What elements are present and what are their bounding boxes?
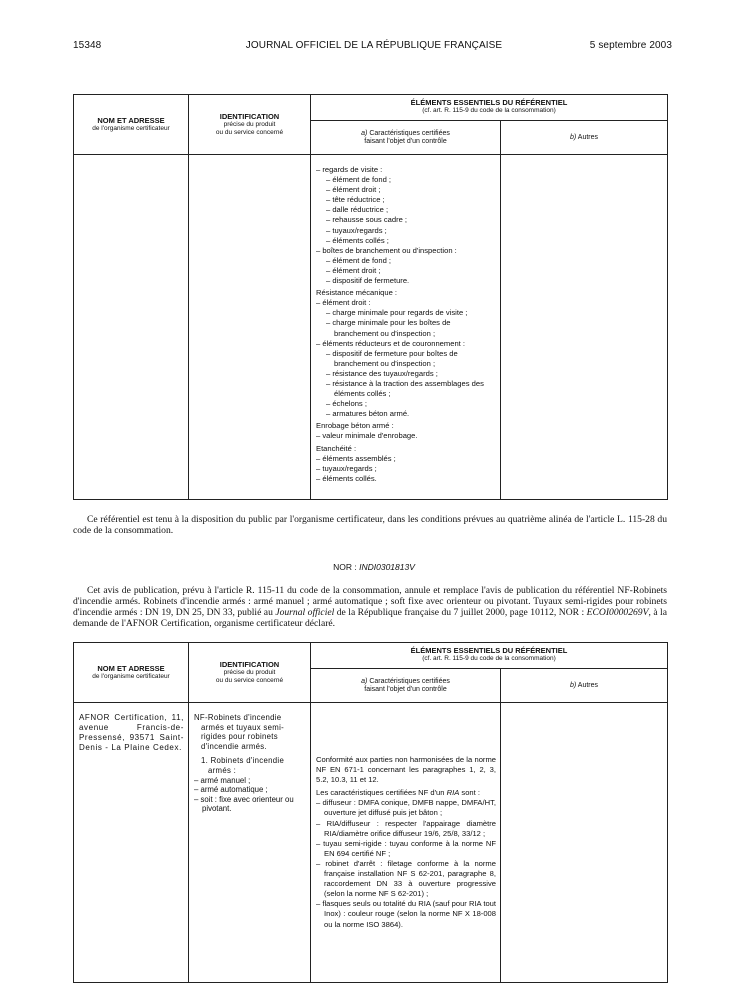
caracteristique-line: – tuyaux/regards ; [316, 463, 377, 473]
produit-line: – armé manuel ; [194, 775, 251, 785]
caracteristique-line: – charge minimale pour les boîtes de branchement ou d'inspection ; [326, 318, 451, 338]
nor-reference: NOR : INDI0301813V [333, 562, 415, 572]
caracteristique-nf-line: – tuyau semi-rigide : tuyau conforme à la norme NF EN 694 certifié NF ; [316, 838, 496, 858]
caracteristique-nf-line: – RIA/diffuseur : respecter l'appairage diamètre RIA/diamètre orifice diffuseur 19/6, 25/8, 33/12 ; [316, 818, 496, 838]
caracteristique-line: – élément droit ; [326, 265, 381, 275]
caracteristique-line: – charge minimale pour regards de visite ; [326, 308, 468, 318]
caracteristiques-nf-list [316, 798, 496, 929]
organisme-cell: AFNOR Certification, 11, avenue Francis-de-Pressensé, 93571 Saint-Denis - La Plaine Cedex. [74, 703, 189, 983]
autres-cell-empty-2 [501, 703, 668, 983]
caracteristiques-list [316, 165, 496, 484]
header-elements: ÉLÉMENTS ESSENTIELS DU RÉFÉRENTIEL (cf. art. R. 115-9 du code de la consommation) [311, 95, 668, 121]
header-organisme: NOM ET ADRESSE de l'organisme certificateur [74, 95, 189, 155]
autres-cell-empty [501, 155, 668, 500]
publication-date: 5 septembre 2003 [589, 40, 672, 51]
header-organisme-2: NOM ET ADRESSE de l'organisme certificateur [74, 643, 189, 703]
page-number: 15348 [73, 40, 102, 51]
caracteristique-line: – résistance des tuyaux/regards ; [326, 368, 438, 378]
caracteristiques-cell [311, 155, 501, 500]
caracteristique-line: – tuyaux/regards ; [326, 225, 387, 235]
caracteristique-line: – éléments collés. [316, 473, 377, 483]
header-caracteristiques-2: a) Caractéristiques certifiées faisant l'objet d'un contrôle [311, 669, 501, 703]
caracteristique-line: Etanchéité : [316, 443, 357, 453]
caracteristique-line: – échelons ; [326, 399, 367, 409]
caracteristique-line: – résistance à la traction des assemblages des éléments collés ; [326, 378, 484, 399]
header-caracteristiques: a) Caractéristiques certifiées faisant l'objet d'un contrôle [311, 121, 501, 155]
header-autres-2: b) Autres [501, 669, 668, 703]
caracteristique-line: – élément de fond ; [326, 175, 392, 185]
caracteristique-line: – dalle réductrice ; [326, 205, 389, 215]
availability-paragraph: Ce référentiel est tenu à la disposition du public par l'organisme certificateur, dans les conditions prévues au quatrième alinéa de l'article L. 115-28 du code de la consommation. [73, 514, 667, 536]
caracteristique-nf-line: – diffuseur : DMFA conique, DMFB nappe, DMFA/HT, ouverture jet diffusé puis jet bâton ; [316, 798, 496, 818]
organisme-cell-empty [74, 155, 189, 500]
referentiel-table-2 [73, 642, 668, 983]
header-identification: IDENTIFICATION précise du produit ou du service concerné [189, 95, 311, 155]
caracteristique-line: – éléments collés ; [326, 235, 389, 245]
caracteristique-line: – boîtes de branchement ou d'inspection : [316, 245, 457, 255]
caracteristique-line: – éléments assemblés ; [316, 453, 396, 463]
header-autres: b) Autres [501, 121, 668, 155]
caracteristique-nf-line: – robinet d'arrêt : filetage conforme à la norme française installation NF S 62-201, paragraphe 8, raccordement DN 33 à ouverture progressive (selon la norme NF S 62-201) ; [316, 858, 496, 899]
caracteristique-line: – dispositif de fermeture pour boîtes de branchement ou d'inspection ; [326, 348, 458, 368]
caracteristique-line: Résistance mécanique : [316, 288, 398, 298]
caracteristique-line: – regards de visite : [316, 165, 383, 174]
caracteristique-line: – dispositif de fermeture. [326, 276, 410, 286]
referentiel-table-1 [73, 94, 668, 500]
caracteristique-line: – éléments réducteurs et de couronnement : [316, 338, 466, 348]
conformite-intro: Conformité aux parties non harmonisées de la norme NF EN 671-1 concernant les paragraphes 1, 2, 3, 5.2, 10.3, 11 et 12. [316, 755, 496, 785]
caracteristiques-cell-2 [311, 703, 501, 983]
header-identification-2: IDENTIFICATION précise du produit ou du service concerné [189, 643, 311, 703]
caracteristique-line: – armatures béton armé. [326, 409, 410, 419]
caracteristique-line: – élément droit : [316, 298, 371, 308]
caracteristiques-nf-heading: Les caractéristiques certifiées NF d'un RIA sont : [316, 788, 480, 798]
header-elements-2: ÉLÉMENTS ESSENTIELS DU RÉFÉRENTIEL (cf. art. R. 115-9 du code de la consommation) [311, 643, 668, 669]
avis-paragraph: Cet avis de publication, prévu à l'article R. 115-11 du code de la consommation, annule et remplace l'avis de publication du référentiel NF-Robinets d'incendie armés. Robinets d'incendie armés : armé manuel ; armé automatique ; soft fixe avec orienteur ou pivotant. Tuyaux semi-rigides pour robinets d'incendie armés : DN 19, DN 25, DN 33, publié au Journal officiel de la République française du 7 juillet 2000, page 10112, NOR : ECOI0000269V, à la demande de l'AFNOR Certification, organisme certificateur déclaré. [73, 585, 667, 629]
produit-list [194, 776, 306, 814]
journal-title: JOURNAL OFFICIEL DE LA RÉPUBLIQUE FRANÇAISE [245, 40, 503, 51]
produit-title: NF-Robinets d'incendie armés et tuyaux semi-rigides pour robinets d'incendie armés. [194, 713, 284, 751]
identification-cell-empty [189, 155, 311, 500]
produit-line: – soit : fixe avec orienteur ou pivotant. [194, 794, 294, 814]
caracteristique-line: Enrobage béton armé : [316, 421, 394, 431]
produit-line: – armé automatique ; [194, 785, 268, 795]
caracteristique-line: – élément droit ; [326, 185, 381, 195]
caracteristique-line: – tête réductrice ; [326, 195, 385, 205]
caracteristique-nf-line: – flasques seuls ou totalité du RIA (sauf pour RIA tout Inox) : couleur rouge (selon la norme NF X 18-008 ou la norme ISO 3864). [316, 899, 496, 929]
caracteristique-line: – valeur minimale d'enrobage. [316, 431, 418, 441]
produit-item-1: 1. Robinets d'incendie armés : [201, 756, 285, 775]
caracteristique-line: – rehausse sous cadre ; [326, 215, 408, 225]
identification-cell [189, 703, 311, 983]
caracteristique-line: – élément de fond ; [326, 255, 392, 265]
